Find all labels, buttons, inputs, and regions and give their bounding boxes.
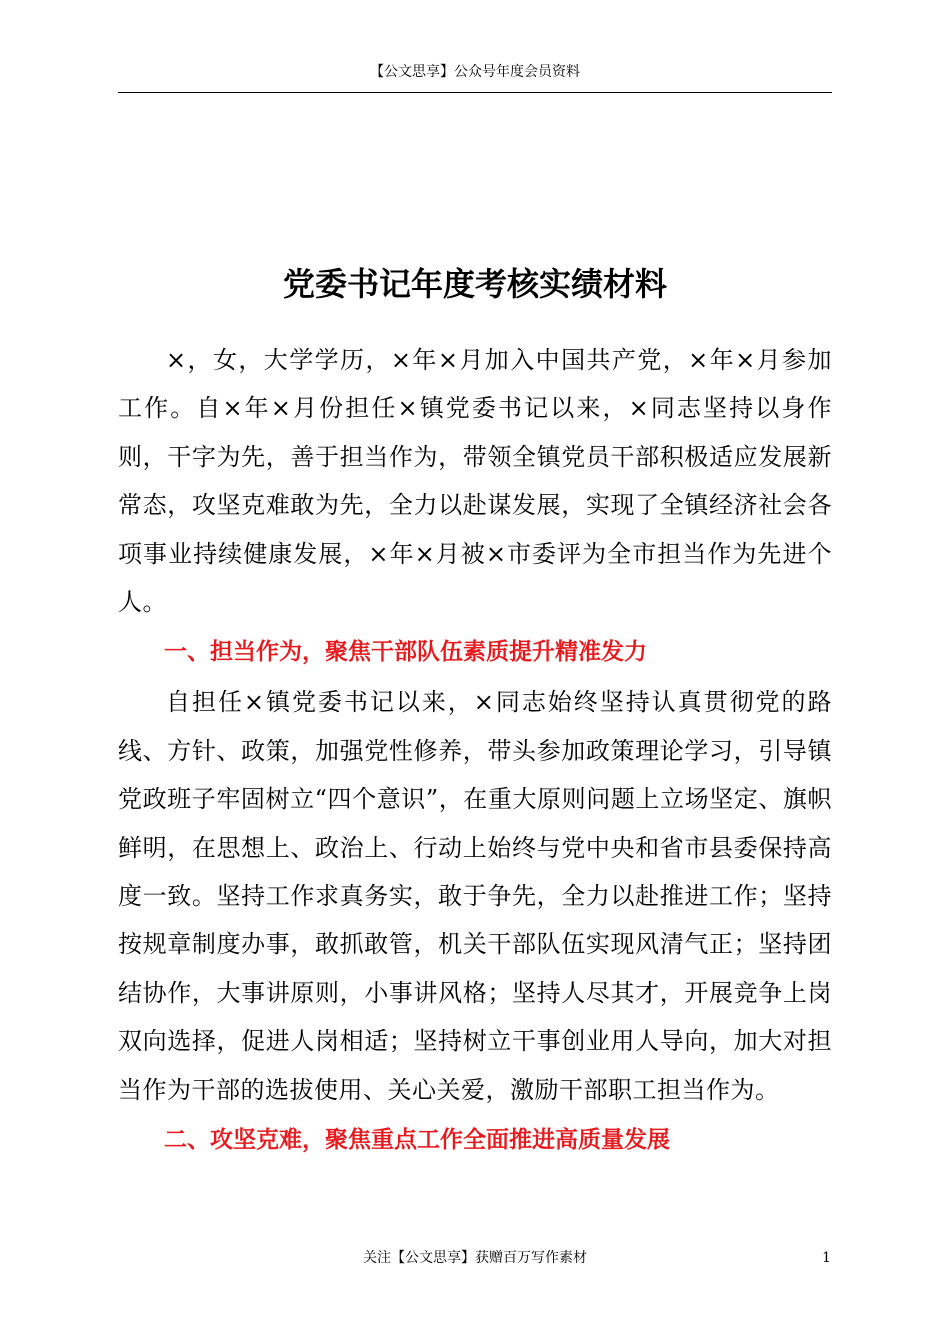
document-body — [118, 336, 832, 1166]
page-footer: 关注【公文思享】获赠百万写作素材 — [363, 1250, 587, 1266]
document-title: 党委书记年度考核实绩材料 — [282, 265, 667, 303]
intro-paragraph: ×，女，大学学历，×年×月加入中国共产党，×年×月参加工作。自×年×月份担任×镇党委书记以来，×同志坚持以身作则，干字为先，善于担当作为，带领全镇党员干部积极适应发展新常态，攻坚克难敢为先，全力以赴谋发展，实现了全镇经济社会各项事业持续健康发展，×年×月被×市委评为全市担当作为先进个人。 — [118, 346, 832, 617]
header-divider — [118, 92, 832, 93]
page-number: 1 — [822, 1250, 831, 1266]
page-header: 【公文思享】公众号年度会员资料 — [370, 64, 580, 80]
section-paragraph-1: 自担任×镇党委书记以来，×同志始终坚持认真贯彻党的路线、方针、政策，加强党性修养，带头参加政策理论学习，引导镇党政班子牢固树立“四个意识”，在重大原则问题上立场坚定、旗帜鲜明，在思想上、政治上、行动上始终与党中央和省市县委保持高度一致。坚持工作求真务实，敢于争先，全力以赴推进工作；坚持按规章制度办事，敢抓敢管，机关干部队伍实现风清气正；坚持团结协作，大事讲原则，小事讲风格；坚持人尽其才，开展竞争上岗双向选择，促进人岗相适；坚持树立干事创业用人导向，加大对担当作为干部的选拔使用、关心关爱，激励干部职工担当作为。 — [118, 688, 832, 1104]
section-heading-2: 二、攻坚克难，聚焦重点工作全面推进高质量发展 — [164, 1127, 670, 1154]
section-heading-1: 一、担当作为，聚焦干部队伍素质提升精准发力 — [164, 639, 647, 666]
